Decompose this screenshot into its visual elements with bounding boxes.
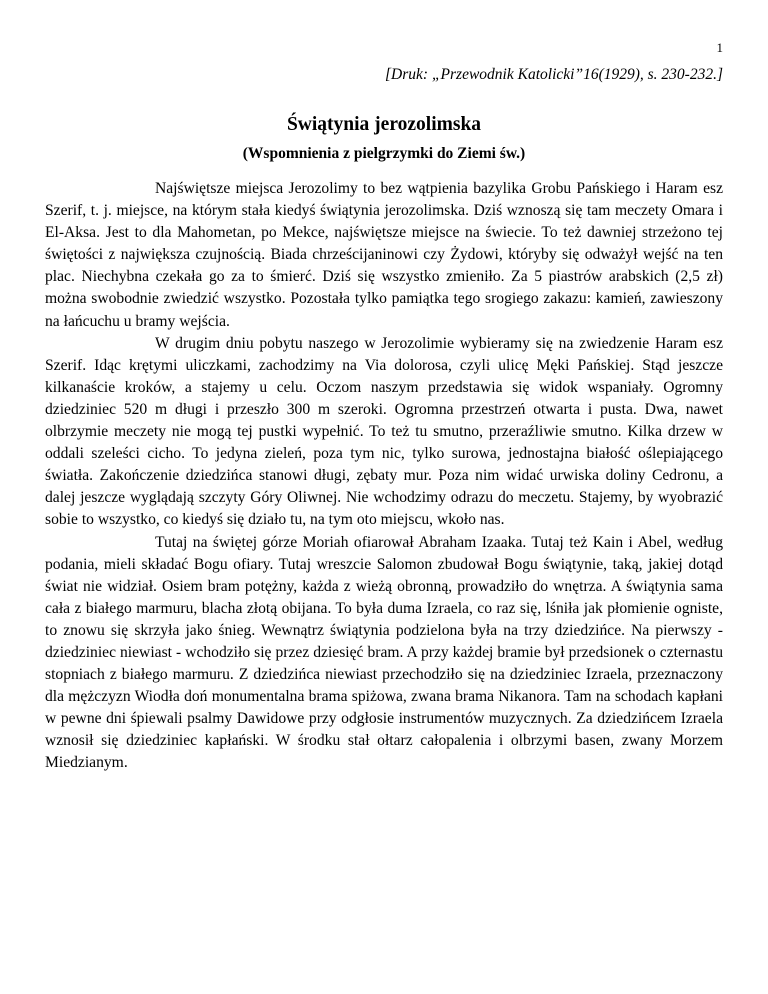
paragraph: Najświętsze miejsca Jerozolimy to bez wątpienia bazylika Grobu Pańskiego i Haram esz Szerif, t. j. miejsce, na którym stała kiedyś świątynia jerozolimska. Dziś wznoszą się tam meczety Omara i El-Aksa. Jest to dla Mahometan, po Mekce, najświętsze miejsce na świecie. To też dawniej strzeżono tej świętości z największa czujnością. Biada chrześcijaninowi czy Żydowi, któryby się odważył wejść na ten plac. Niechybna czekała go za to śmierć. Dziś się wszystko zmieniło. Za 5 piastrów arabskich (2,5 zł) można swobodnie zwiedzić wszystko. Pozostała tylko pamiątka tego srogiego zakazu: kamień, zawieszony na łańcuchu u bramy wejścia. (45, 180, 723, 330)
paragraph: Tutaj na świętej górze Moriah ofiarował Abraham Izaaka. Tutaj też Kain i Abel, według podania, mieli składać Bogu ofiary. Tutaj wreszcie Salomon zbudował Bogu świątynie, taką, jakiej dotąd świat nie widział. Osiem bram potężny, każda z wieżą obronną, prowadziło do wnętrza. A świątynia sama cała z białego marmuru, blacha złotą obijana. To była duma Izraela, co raz się, lśniła jak płomienie ogniste, to znowu się skrzyła jako śnieg. Wewnątrz świątynia podzielona była na trzy dziedzińce. Na pierwszy - dziedziniec niewiast - wchodziło się przez dziesięć bram. A przy każdej bramie był przedsionek o czternastu stopniach z białego marmuru. Z dziedzińca niewiast przechodziło się na dziedziniec Izraela, przeznaczony dla mężczyzn Wiodła doń monumentalna brama spiżowa, zwana brama Nikanora. Tam na schodach kapłani w pewne dni śpiewali psalmy Dawidowe przy odgłosie instrumentów muzycznych. Za dziedzińcem Izraela wznosił się dziedziniec kapłański. W środku stał ołtarz całopalenia i olbrzymi basen, zwany Morzem Miedzianym. (45, 533, 723, 772)
paragraph: W drugim dniu pobytu naszego w Jerozolimie wybieramy się na zwiedzenie Haram esz Szerif. Idąc krętymi uliczkami, zachodzimy na Via dolorosa, czyli ulicę Męki Pańskiej. Stąd jeszcze kilkanaście kroków, a stajemy u celu. Oczom naszym przedstawia się widok wspaniały. Ogromny dziedziniec 520 m długi i przeszło 300 m szeroki. Ogromna przestrzeń otwarta i pusta. Dwa, nawet olbrzymie meczety nie mogą tej pustki wypełnić. To też tu smutno, przeraźliwie smutno. Kilka drzew w oddali szeleści cicho. To jedyna zieleń, poza tym nic, tylko surowa, jednostajna białość oślepiającego światła. Zakończenie dziedzińca stanowi długi, zębaty mur. Poza nim widać urwiska doliny Cedronu, a dalej jeszcze wyglądają szczyty Góry Oliwnej. Nie wchodzimy odrazu do meczetu. Stajemy, by wyobrazić sobie to wszystko, co kiedyś się działo tu, na tym oto miejscu, wkoło nas. (45, 334, 723, 529)
article-body (45, 178, 723, 775)
article-subtitle: (Wspomnienia z pielgrzymki do Ziemi św.) (242, 145, 526, 162)
article-title: Świątynia jerozolimska (286, 114, 482, 135)
page-number: 1 (716, 40, 723, 55)
source-citation: [Druk: „Przewodnik Katolicki”16(1929), s. 230-232.] (385, 66, 723, 83)
